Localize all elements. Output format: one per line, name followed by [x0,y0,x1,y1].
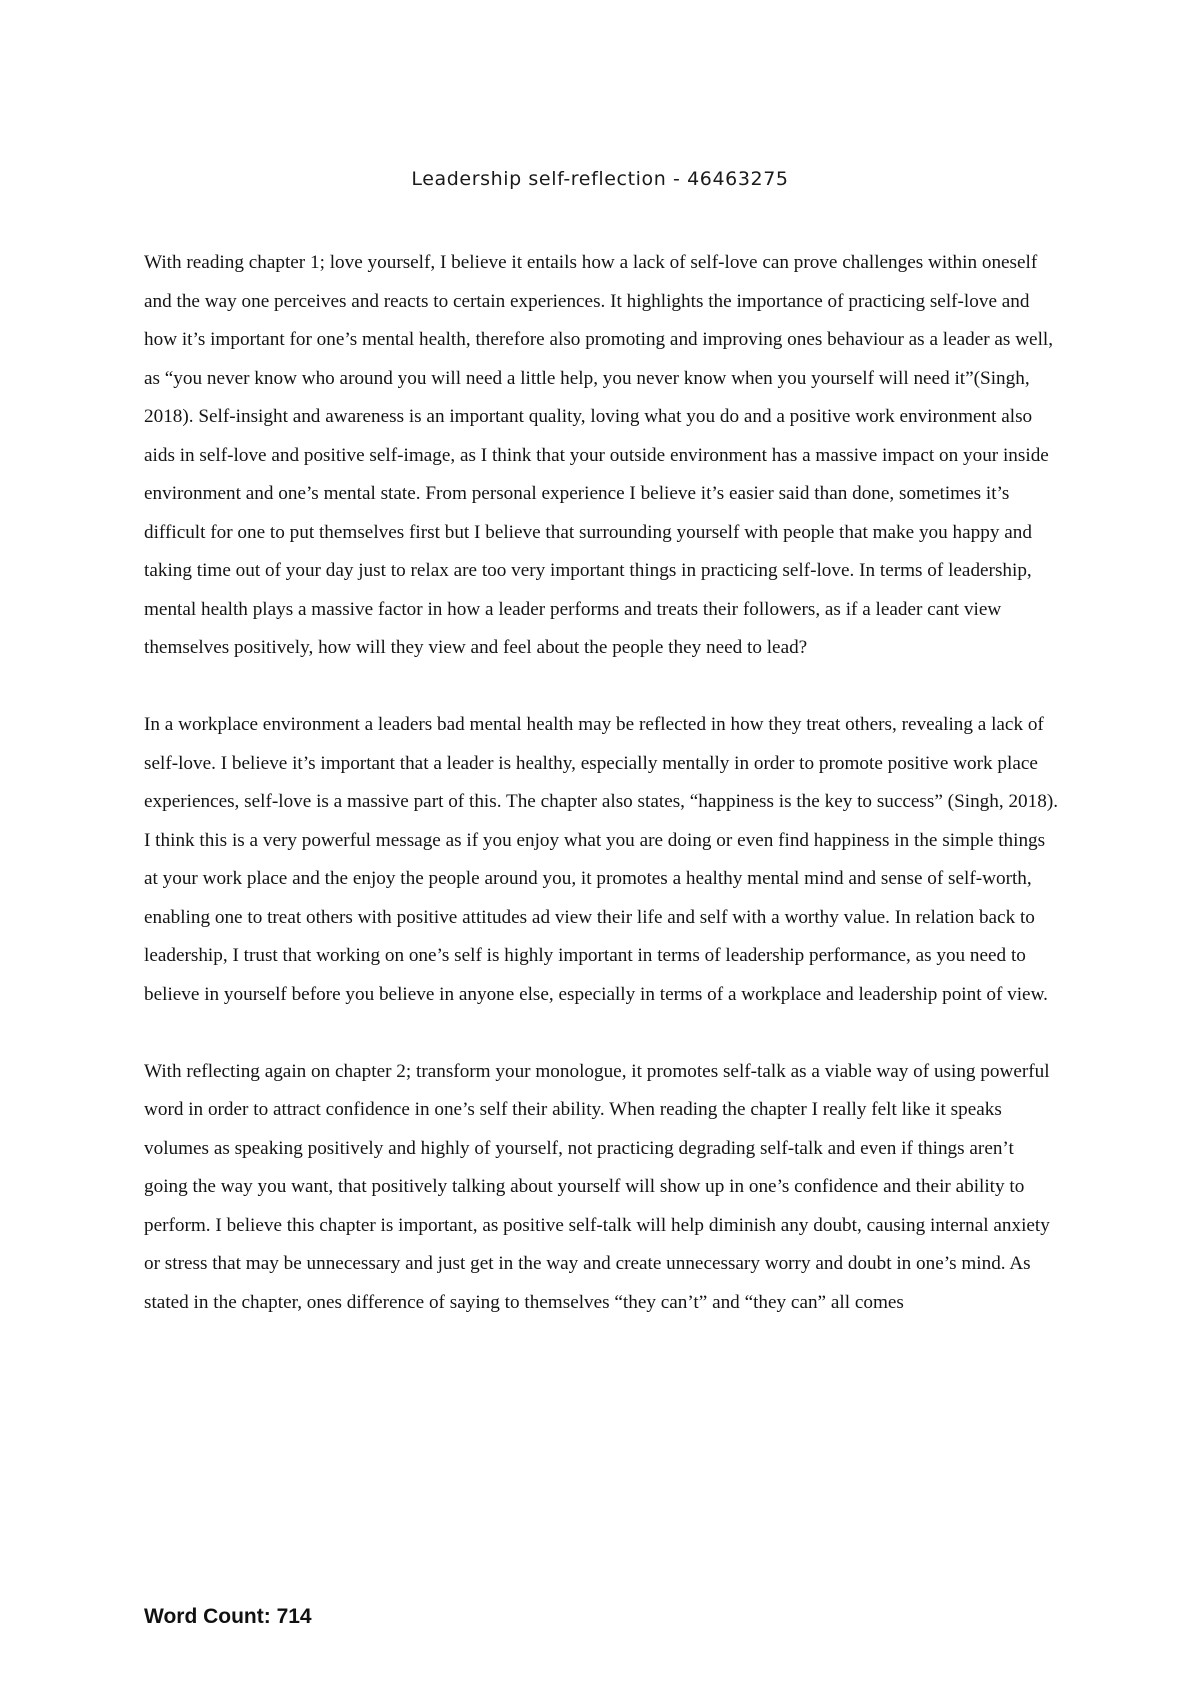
paragraph-2: In a workplace environment a leaders bad mental health may be reflected in how they treat others, revealing a lack of self-love. I believe it’s important that a leader is healthy, especially mentally in order to promote positive work place experiences, self-love is a massive part of this. The chapter also states, “happiness is the key to success” (Singh, 2018). I think this is a very powerful message as if you enjoy what you are doing or even find happiness in the simple things at your work place and the enjoy the people around you, it promotes a healthy mental mind and sense of self-worth, enabling one to treat others with positive attitudes ad view their life and self with a worthy value. In relation back to leadership, I trust that working on one’s self is highly important in terms of leadership performance, as you need to believe in yourself before you believe in anyone else, especially in terms of a workplace and leadership point of view. [144,714,1059,1005]
paragraph-3: With reflecting again on chapter 2; transform your monologue, it promotes self-talk as a viable way of using powerful word in order to attract confidence in one’s self their ability. When reading the chapter I really felt like it speaks volumes as speaking positively and highly of yourself, not practicing degrading self-talk and even if things aren’t going the way you want, that positively talking about yourself will show up in one’s confidence and their ability to perform. I believe this chapter is important, as positive self-talk will help diminish any doubt, causing internal anxiety or stress that may be unnecessary and just get in the way and create unnecessary worry and doubt in one’s mind. As stated in the chapter, ones difference of saying to themselves “they can’t” and “they can” all comes [144,1060,1050,1313]
paragraph-1: With reading chapter 1; love yourself, I believe it entails how a lack of self-love can prove challenges within oneself and the way one perceives and reacts to certain experiences. It highlights the importance of practicing self-love and how it’s important for one’s mental health, therefore also promoting and improving ones behaviour as a leader as well, as “you never know who around you will need a little help, you never know when you yourself will need it”(Singh, 2018). Self-insight and awareness is an important quality, loving what you do and a positive work environment also aids in self-love and positive self-image, as I think that your outside environment has a massive impact on your inside environment and one’s mental state. From personal experience I believe it’s easier said than done, sometimes it’s difficult for one to put themselves first but I believe that surrounding yourself with people that make you happy and taking time out of your day just to relax are too very important things in practicing self-love. In terms of leadership, mental health plays a massive factor in how a leader performs and treats their followers, as if a leader cant view themselves positively, how will they view and feel about the people they need to lead? [144,252,1054,658]
document-body [144,244,1058,1322]
word-count-footer: Word Count: 714 [144,1605,312,1628]
document-title: Leadership self-reflection - 46463275 [411,168,789,190]
